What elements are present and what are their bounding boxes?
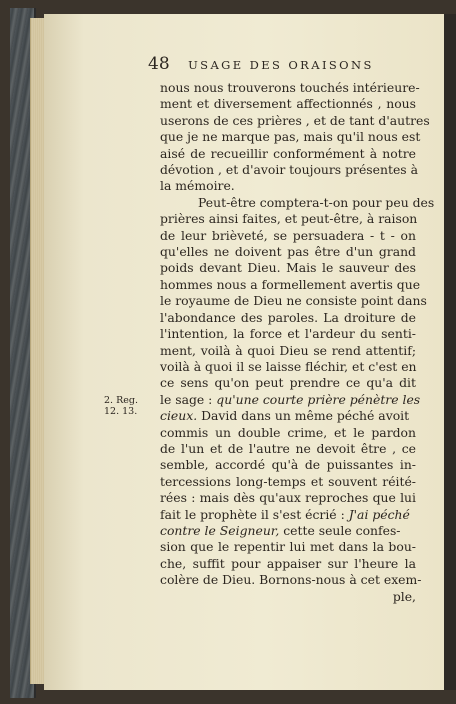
italic-quote: J'ai péché xyxy=(348,506,410,522)
text-line: aisé de recueillir conformément à notre xyxy=(160,145,416,161)
italic-quote: contre le Seigneur, xyxy=(160,522,280,538)
text-line: commis un double crime, et le pardon xyxy=(160,424,416,440)
body-text xyxy=(160,80,435,605)
text-line: ment et diversement affectionnés , nous xyxy=(160,96,416,112)
text-line xyxy=(160,507,416,523)
margin-note xyxy=(104,395,148,417)
text-line: rées : mais dès qu'aux reproches que lui xyxy=(160,490,416,506)
text-line xyxy=(160,523,416,539)
paragraph-start-line: Peut-être comptera-t-on pour peu des xyxy=(198,194,435,210)
text-line: de l'un et de l'autre ne devoit être , ce xyxy=(160,440,416,456)
page-header xyxy=(148,54,388,76)
page-number: 48 xyxy=(148,54,170,74)
text-line: ment, voilà à quoi Dieu se rend attentif; xyxy=(160,342,416,358)
text-segment: cette seule confes- xyxy=(279,522,401,538)
text-line xyxy=(160,408,416,424)
italic-quote: qu'une courte prière pénètre les xyxy=(216,391,421,407)
text-line: qu'elles ne doivent pas être d'un grand xyxy=(160,244,416,260)
text-line: nous nous trouverons touchés intérieure- xyxy=(160,80,420,95)
text-line: voilà à quoi il se laisse fléchir, et c'est en xyxy=(160,358,417,374)
running-head: USAGE DES ORAISONS xyxy=(188,58,374,72)
text-line: prières ainsi faites, et peut-être, à raison xyxy=(160,211,418,227)
text-segment: le sage : xyxy=(160,391,217,407)
catchword: ple, xyxy=(392,588,416,604)
text-line: la mémoire. xyxy=(160,178,235,194)
margin-ref-book: 2. Reg. xyxy=(104,395,138,406)
text-line: userons de ces prières , et de tant d'autres xyxy=(160,112,430,128)
text-line: ce sens qu'on peut prendre ce qu'a dit xyxy=(160,375,416,391)
text-segment: David dans un même péché avoit xyxy=(197,408,410,424)
text-line: que je ne marque pas, mais qu'il nous est xyxy=(160,129,421,145)
text-line: dévotion , et d'avoir toujours présentes à xyxy=(160,162,418,178)
text-line xyxy=(160,391,421,408)
margin-ref-chapter: 12. 13. xyxy=(104,406,138,417)
text-line: l'abondance des paroles. La droiture de xyxy=(160,309,416,325)
background-strip xyxy=(444,14,456,690)
text-line: sion que le repentir lui met dans la bou- xyxy=(160,539,416,555)
text-line: poids devant Dieu. Mais le sauveur des xyxy=(160,260,416,276)
text-line: de leur brièveté, se persuadera - t - on xyxy=(160,227,416,243)
italic-quote: cieux. xyxy=(160,408,198,424)
text-line: l'intention, la force et l'ardeur du senti- xyxy=(160,326,416,342)
text-line: tercessions long-temps et souvent réité- xyxy=(160,473,416,489)
text-line: semble, accordé qu'à de puissantes in- xyxy=(160,457,416,473)
text-line: hommes nous a formellement avertis que xyxy=(160,276,421,292)
text-line: colère de Dieu. Bornons-nous à cet exem- xyxy=(160,572,422,588)
text-line: che, suffit pour appaiser sur l'heure la xyxy=(160,555,416,571)
text-segment: fait le prophète il s'est écrié : xyxy=(160,506,349,522)
text-line: le royaume de Dieu ne consiste point dans xyxy=(160,293,427,309)
